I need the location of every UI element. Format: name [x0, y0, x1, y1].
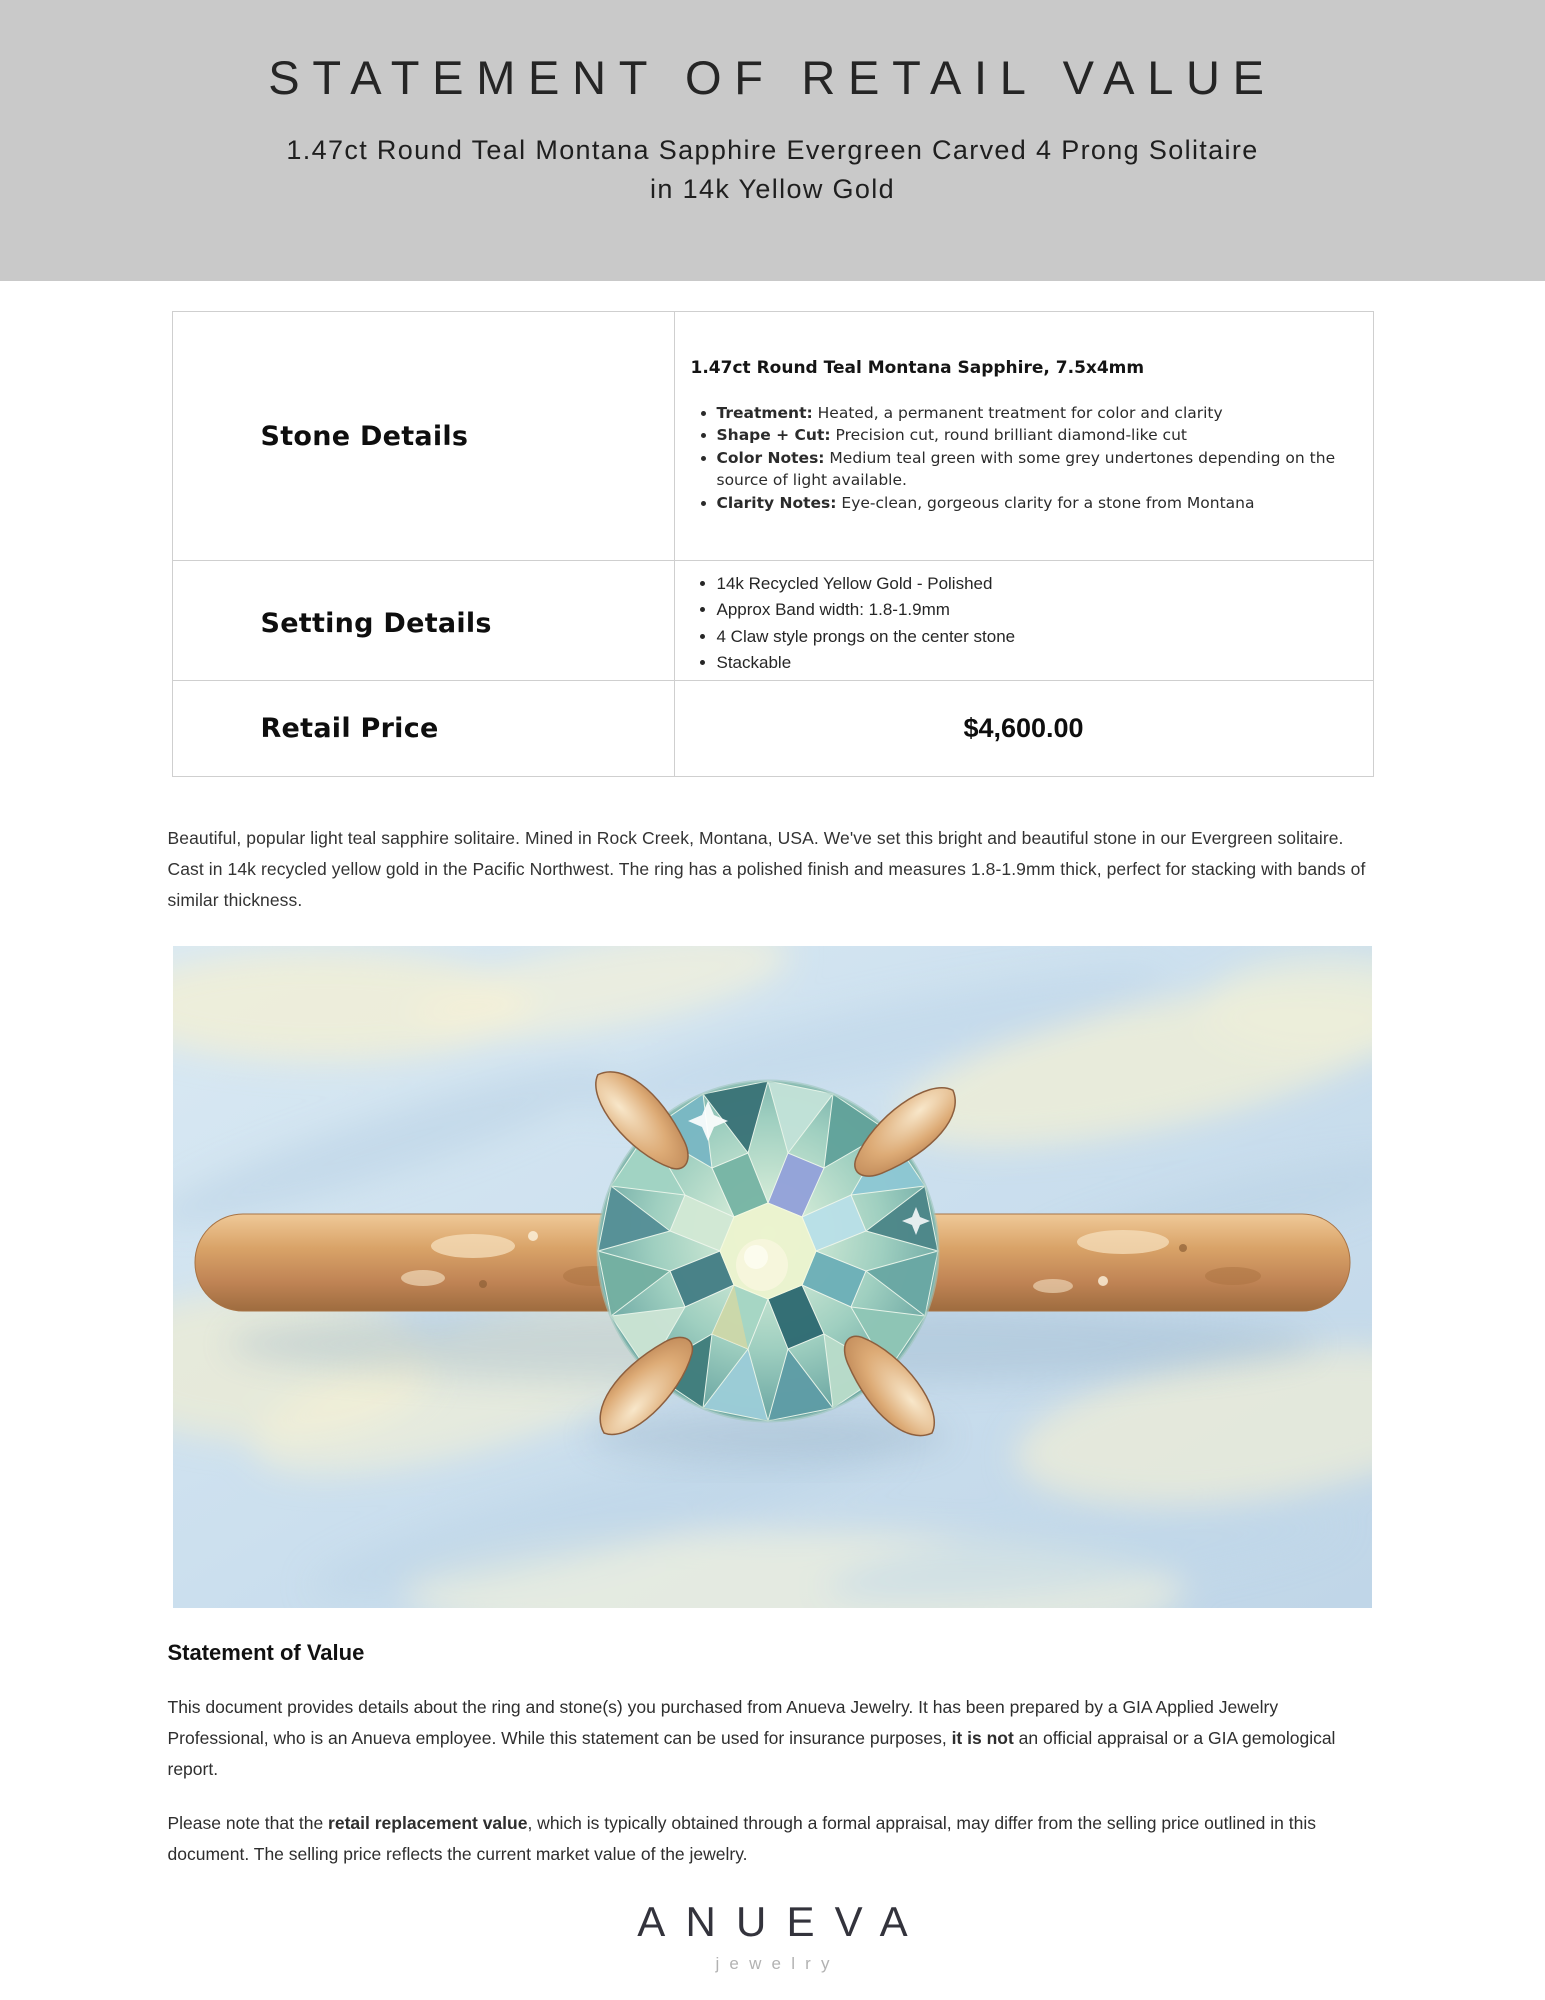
setting-bullet: • 14k Recycled Yellow Gold - Polished: [717, 571, 1337, 597]
setting-bullet-list: [691, 571, 1337, 676]
bullet-text: Heated, a permanent treatment for color and clarity: [812, 403, 1223, 422]
ring-photo-graphic: [173, 946, 1372, 1608]
setting-details-content: [675, 561, 1373, 686]
setting-bullet: • Stackable: [717, 650, 1337, 676]
statement-p2-post: , which is typically obtained through a formal appraisal, may differ from the selling price outlined in this document. The selling price reflects the current market value of the jewelry.: [167, 1813, 1316, 1864]
stone-bullet-color-notes: [717, 447, 1337, 492]
setting-bullet: • Approx Band width: 1.8-1.9mm: [717, 597, 1337, 623]
page-subtitle: 1.47ct Round Teal Montana Sapphire Evergreen Carved 4 Prong Solitaire in 14k Yellow Gold: [286, 135, 1259, 205]
footer: [0, 1898, 1545, 1974]
retail-price-row: [173, 680, 1373, 776]
bullet-label: Shape + Cut:: [716, 426, 831, 445]
stone-bullet-treatment: [717, 402, 1337, 424]
statement-p2-bold: retail replacement value: [328, 1813, 528, 1834]
description-paragraph: Beautiful, popular light teal sapphire solitaire. Mined in Rock Creek, Montana, USA. We've set this bright and beautiful stone in our Evergreen solitaire. Cast in 14k recycled yellow gold in the Pacific Northwest. The ring has a polished finish and measures 1.8-1.9mm thick, perfect for stacking with bands of similar thickness.: [167, 828, 1366, 911]
setting-details-label: Setting Details: [173, 561, 675, 686]
bullet-text: Medium teal green with some grey undertones depending on the source of light available.: [716, 448, 1336, 490]
header-band: [0, 0, 1545, 281]
statement-heading: Statement of Value: [167, 1640, 365, 1666]
brand-sublabel: jewelry: [715, 1953, 840, 1973]
retail-price-label: Retail Price: [173, 681, 675, 776]
statement-paragraph-1: [168, 1692, 1378, 1784]
statement-p2-pre: Please note that the: [167, 1813, 329, 1834]
stone-details-content: [675, 312, 1373, 560]
sapphire-stone: [581, 1057, 970, 1462]
stone-details-label: Stone Details: [173, 312, 675, 560]
setting-bullet: • 4 Claw style prongs on the center stone: [717, 624, 1337, 650]
bullet-label: Clarity Notes:: [716, 493, 837, 512]
stone-heading: 1.47ct Round Teal Montana Sapphire, 7.5x4mm: [690, 357, 1145, 378]
statement-p1-post: an official appraisal or a GIA gemological report.: [167, 1728, 1336, 1779]
ring-photo: [173, 946, 1372, 1608]
stone-bullet-clarity-notes: [717, 492, 1337, 514]
statement-section: [168, 1640, 1378, 1869]
retail-price-value: $4,600.00: [963, 713, 1084, 743]
stone-bullet-list: [691, 402, 1337, 514]
statement-p1-bold: it is not: [951, 1728, 1014, 1749]
statement-paragraph-2: [168, 1808, 1378, 1869]
details-table: [172, 311, 1374, 777]
bullet-label: Color Notes:: [716, 448, 825, 467]
statement-p1-pre: This document provides details about the ring and stone(s) you purchased from Anueva Jewelry. It has been prepared by a GIA Applied Jewelry Professional, who is an Anueva employee. While this statement can be used for insurance purposes,: [167, 1697, 1279, 1749]
brand-logo: ANUEVA: [637, 1897, 928, 1945]
bullet-text: Precision cut, round brilliant diamond-like cut: [830, 426, 1187, 445]
page-title: STATEMENT OF RETAIL VALUE: [268, 51, 1277, 104]
stone-details-row: [173, 312, 1373, 560]
setting-details-row: [173, 560, 1373, 680]
stone-bullet-shape-cut: [717, 424, 1337, 446]
bullet-text: Eye-clean, gorgeous clarity for a stone from Montana: [836, 493, 1255, 512]
bullet-label: Treatment:: [716, 403, 813, 422]
